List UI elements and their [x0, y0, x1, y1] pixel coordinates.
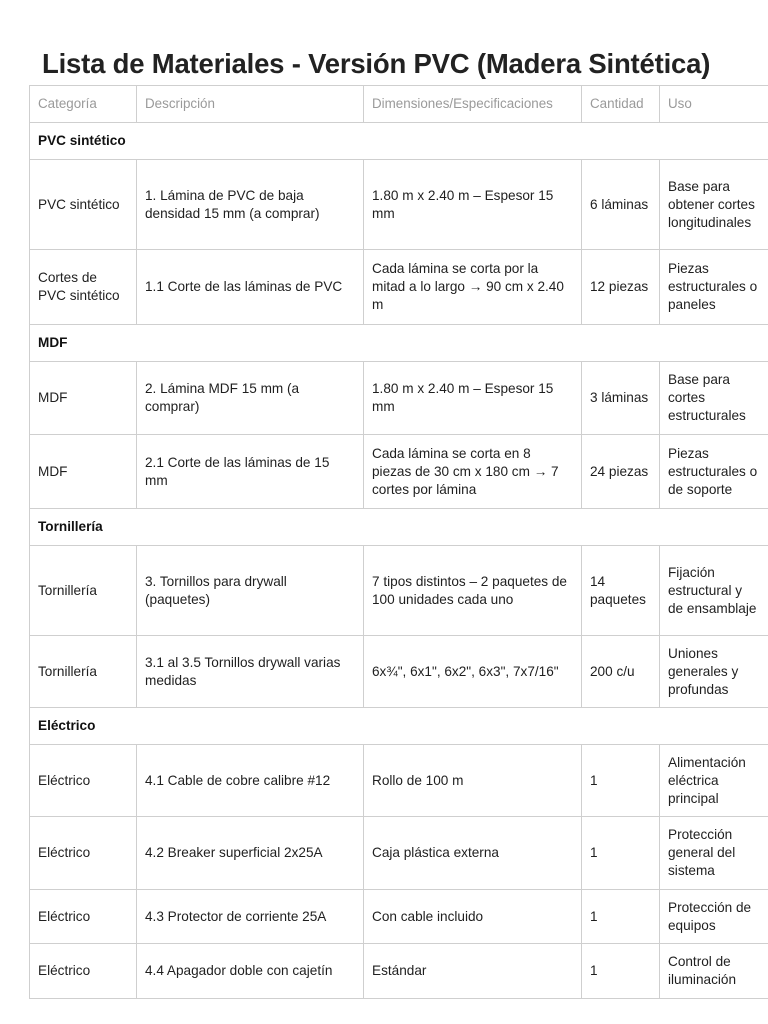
cell-dimensiones: Rollo de 100 m — [364, 745, 582, 817]
cell-categoria: PVC sintético — [30, 160, 137, 250]
cell-descripcion: 4.2 Breaker superficial 2x25A — [137, 817, 364, 890]
cell-uso: Alimentación eléctrica principal — [660, 745, 768, 817]
cell-dimensiones: Estándar — [364, 944, 582, 999]
cell-descripcion: 2. Lámina MDF 15 mm (a comprar) — [137, 362, 364, 435]
cell-dimensiones: Cada lámina se corta en 8 piezas de 30 cm x 180 cm → 7 cortes por lámina — [364, 435, 582, 509]
cell-categoria: Eléctrico — [30, 944, 137, 999]
cell-uso: Control de iluminación — [660, 944, 768, 999]
cell-cantidad: 1 — [582, 817, 660, 890]
cell-cantidad: 14 paquetes — [582, 546, 660, 636]
header-descripcion: Descripción — [137, 86, 364, 123]
cell-descripcion: 3. Tornillos para drywall (paquetes) — [137, 546, 364, 636]
cell-uso: Base para obtener cortes longitudinales — [660, 160, 768, 250]
cell-categoria: Eléctrico — [30, 890, 137, 944]
header-cantidad: Cantidad — [582, 86, 660, 123]
cell-dimensiones: 1.80 m x 2.40 m – Espesor 15 mm — [364, 160, 582, 250]
cell-cantidad: 1 — [582, 944, 660, 999]
cell-categoria: MDF — [30, 435, 137, 509]
cell-descripcion: 1. Lámina de PVC de baja densidad 15 mm (a comprar) — [137, 160, 364, 250]
cell-cantidad: 1 — [582, 890, 660, 944]
cell-descripcion: 1.1 Corte de las láminas de PVC — [137, 250, 364, 325]
table-row — [30, 745, 768, 817]
section-row — [30, 325, 768, 362]
cell-uso: Fijación estructural y de ensamblaje — [660, 546, 768, 636]
section-title: Tornillería — [30, 509, 768, 546]
table-row — [30, 250, 768, 325]
cell-uso: Piezas estructurales o de soporte — [660, 435, 768, 509]
cell-dimensiones: Cada lámina se corta por la mitad a lo largo → 90 cm x 2.40 m — [364, 250, 582, 325]
cell-dimensiones: Con cable incluido — [364, 890, 582, 944]
header-dimensiones: Dimensiones/Especificaciones — [364, 86, 582, 123]
section-row — [30, 509, 768, 546]
table-row — [30, 944, 768, 999]
cell-categoria: Cortes de PVC sintético — [30, 250, 137, 325]
table-header-row — [30, 86, 768, 123]
materials-table — [29, 85, 768, 999]
section-title: MDF — [30, 325, 768, 362]
header-categoria: Categoría — [30, 86, 137, 123]
table-row — [30, 362, 768, 435]
table-row — [30, 636, 768, 708]
cell-cantidad: 200 c/u — [582, 636, 660, 708]
cell-categoria: MDF — [30, 362, 137, 435]
cell-uso: Protección de equipos — [660, 890, 768, 944]
table-row — [30, 435, 768, 509]
cell-descripcion: 4.4 Apagador doble con cajetín — [137, 944, 364, 999]
table-row — [30, 546, 768, 636]
table-row — [30, 817, 768, 890]
cell-cantidad: 24 piezas — [582, 435, 660, 509]
cell-uso: Base para cortes estructurales — [660, 362, 768, 435]
section-row — [30, 708, 768, 745]
cell-uso: Uniones generales y profundas — [660, 636, 768, 708]
cell-categoria: Tornillería — [30, 546, 137, 636]
cell-cantidad: 12 piezas — [582, 250, 660, 325]
cell-categoria: Eléctrico — [30, 817, 137, 890]
cell-uso: Protección general del sistema — [660, 817, 768, 890]
cell-cantidad: 6 láminas — [582, 160, 660, 250]
cell-cantidad: 1 — [582, 745, 660, 817]
page-title: Lista de Materiales - Versión PVC (Madera Sintética) — [42, 48, 711, 80]
section-title: Eléctrico — [30, 708, 768, 745]
cell-categoria: Eléctrico — [30, 745, 137, 817]
table-row — [30, 890, 768, 944]
table-row — [30, 160, 768, 250]
cell-dimensiones: 7 tipos distintos – 2 paquetes de 100 unidades cada uno — [364, 546, 582, 636]
cell-descripcion: 4.3 Protector de corriente 25A — [137, 890, 364, 944]
section-row — [30, 123, 768, 160]
header-uso: Uso — [660, 86, 768, 123]
cell-descripcion: 2.1 Corte de las láminas de 15 mm — [137, 435, 364, 509]
cell-descripcion: 4.1 Cable de cobre calibre #12 — [137, 745, 364, 817]
cell-uso: Piezas estructurales o paneles — [660, 250, 768, 325]
cell-categoria: Tornillería — [30, 636, 137, 708]
cell-cantidad: 3 láminas — [582, 362, 660, 435]
cell-descripcion: 3.1 al 3.5 Tornillos drywall varias medidas — [137, 636, 364, 708]
cell-dimensiones: 1.80 m x 2.40 m – Espesor 15 mm — [364, 362, 582, 435]
section-title: PVC sintético — [30, 123, 768, 160]
cell-dimensiones: Caja plástica externa — [364, 817, 582, 890]
cell-dimensiones: 6x¾", 6x1", 6x2", 6x3", 7x7/16" — [364, 636, 582, 708]
